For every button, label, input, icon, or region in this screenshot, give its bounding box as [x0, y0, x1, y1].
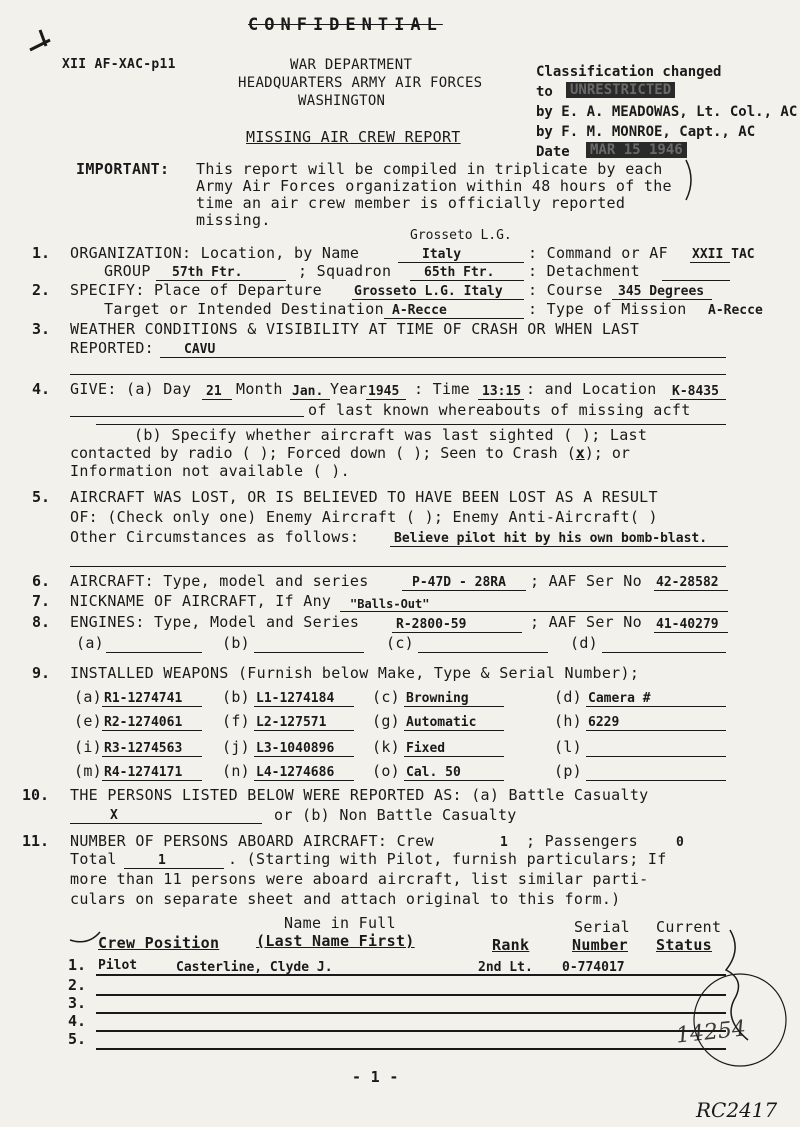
crew-row-number: 3. [68, 994, 87, 1012]
weapon-value: L1-1274184 [256, 691, 335, 706]
section-8-number: 8. [32, 613, 51, 631]
crew-name: Casterline, Clyde J. [176, 960, 333, 975]
nickname-value: "Balls-Out" [350, 597, 430, 611]
section-9-number: 9. [32, 664, 51, 682]
location-value: Italy [422, 247, 462, 262]
crew-position: Pilot [98, 958, 138, 973]
organization-label: ORGANIZATION: Location, by Name [70, 244, 360, 262]
weapon-key: (e) [74, 712, 102, 730]
margin-note: 14254 [674, 1016, 748, 1049]
engine-d-label: (d) [570, 634, 598, 652]
command-value: XXII TAC [692, 247, 755, 262]
give-label: GIVE: (a) Day [70, 380, 192, 398]
total-count: 1 [158, 853, 166, 868]
weather-label: WEATHER CONDITIONS & VISIBILITY AT TIME OF CRASH OR WHEN LAST [70, 320, 640, 338]
detachment-label: : Detachment [528, 262, 640, 280]
weapon-value: L2-127571 [256, 715, 327, 730]
weapon-key: (p) [554, 762, 582, 780]
weapon-key: (h) [554, 712, 582, 730]
col-status-top: Current [656, 918, 722, 936]
time-value: 13:15 [482, 384, 522, 399]
course-label: : Course [528, 281, 603, 299]
crew-serial: 0-774017 [562, 960, 625, 975]
crew-row-number: 2. [68, 976, 87, 994]
weapon-key: (j) [222, 738, 250, 756]
target-value: A-Recce [392, 303, 447, 318]
col-status-bottom: Status [656, 936, 712, 954]
lost-line-1: AIRCRAFT WAS LOST, OR IS BELIEVED TO HAVE BEEN LOST AS A RESULT [70, 488, 658, 506]
squadron-value: 65th Ftr. [424, 265, 495, 280]
section-11-number: 11. [22, 832, 50, 850]
col-name-bottom: (Last Name First) [256, 932, 415, 950]
persons-listed-line: THE PERSONS LISTED BELOW WERE REPORTED AS: (a) Battle Casualty [70, 786, 649, 804]
total-label: Total [70, 850, 117, 868]
particulars-line: . (Starting with Pilot, furnish particulars; If [228, 850, 667, 868]
col-serial-top: Serial [574, 918, 630, 936]
section-7-number: 7. [32, 592, 51, 610]
important-label: IMPORTANT: [76, 160, 170, 178]
confidential-banner: CONFIDENTIAL [248, 15, 443, 35]
weapon-key: (a) [74, 688, 102, 706]
engines-ser-value: 41-40279 [656, 617, 719, 632]
signature-scribble [726, 930, 748, 1040]
weapon-value: L3-1040896 [256, 741, 335, 756]
weapon-value: 6229 [588, 715, 620, 730]
important-line-4: missing. [196, 211, 271, 229]
weapon-key: (o) [372, 762, 400, 780]
other-circumstances-value: Believe pilot hit by his own bomb-blast. [394, 531, 708, 546]
engines-ser-label: ; AAF Ser No [530, 613, 642, 631]
weapon-value: Fixed [406, 741, 446, 756]
washington: WASHINGTON [298, 93, 386, 109]
col-name-top: Name in Full [284, 914, 396, 932]
contacted-text-b: ); or [584, 444, 630, 462]
mission-value: A-Recce [708, 303, 763, 318]
departure-value: Grosseto L.G. Italy [354, 284, 503, 299]
section-6-number: 6. [32, 572, 51, 590]
not-available-line: Information not available ( ). [70, 462, 350, 480]
section-5-number: 5. [32, 488, 51, 506]
weapon-key: (g) [372, 712, 400, 730]
classification-value: UNRESTRICTED [566, 82, 675, 98]
year-value: 1945 [368, 384, 400, 399]
classification-date: MAR 15 1946 [586, 142, 687, 158]
battle-casualty-mark: X [110, 808, 118, 823]
sighted-line: (b) Specify whether aircraft was last sighted ( ); Last [134, 426, 648, 444]
handwritten-ref: RC2417 [696, 1098, 778, 1122]
contacted-text-a: contacted by radio ( ); Forced down ( ); Seen to Crash ( [70, 444, 576, 462]
report-title: MISSING AIR CREW REPORT [246, 128, 461, 146]
section-2-number: 2. [32, 281, 51, 299]
weapon-key: (n) [222, 762, 250, 780]
departure-label: SPECIFY: Place of Departure [70, 281, 322, 299]
course-value: 345 Degrees [618, 284, 705, 299]
location-label: : and Location [526, 380, 657, 398]
location-top: Grosseto L.G. [410, 228, 512, 243]
engines-label: ENGINES: Type, Model and Series [70, 613, 360, 631]
seen-to-crash-mark: x [575, 444, 585, 462]
command-label: : Command or AF [528, 244, 668, 262]
location-coords: K-8435 [672, 384, 719, 399]
aircraft-ser-label: ; AAF Ser No [530, 572, 642, 590]
weapon-key: (m) [74, 762, 102, 780]
month-value: Jan. [292, 384, 324, 399]
day-value: 21 [206, 384, 222, 399]
year-label: Year [330, 380, 368, 398]
hole-punch-mark [30, 30, 50, 50]
weapon-value: Camera # [588, 691, 651, 706]
crew-row-number: 5. [68, 1030, 87, 1048]
margin-check-mark [70, 932, 100, 942]
nickname-label: NICKNAME OF AIRCRAFT, If Any [70, 592, 332, 610]
weapon-value: Automatic [406, 715, 477, 730]
particulars-line-2: more than 11 persons were aboard aircraft, list similar parti- [70, 870, 649, 888]
time-label: : Time [414, 380, 470, 398]
mission-label: : Type of Mission [528, 300, 687, 318]
section-1-number: 1. [32, 244, 51, 262]
whereabouts-label: of last known whereabouts of missing acft [308, 401, 691, 419]
weapon-value: Cal. 50 [406, 765, 461, 780]
classification-by-2: by F. M. MONROE, Capt., AC [536, 124, 756, 140]
engine-a-label: (a) [76, 634, 104, 652]
margin-circle [694, 974, 786, 1066]
crew-rank: 2nd Lt. [478, 960, 533, 975]
passengers-count: 0 [676, 835, 684, 850]
classification-line1: Classification changed [536, 64, 722, 80]
squadron-label: ; Squadron [298, 262, 392, 280]
aircraft-type-value: P-47D - 28RA [412, 575, 506, 590]
group-label: GROUP [104, 262, 151, 280]
reported-label: REPORTED: [70, 339, 154, 357]
engines-value: R-2800-59 [396, 617, 467, 632]
weather-value: CAVU [184, 342, 216, 357]
weapon-value: R2-1274061 [104, 715, 183, 730]
classification-date-label: Date [536, 144, 570, 160]
col-serial-bottom: Number [572, 936, 628, 954]
weapon-key: (k) [372, 738, 400, 756]
non-battle-line: or (b) Non Battle Casualty [274, 806, 517, 824]
weapons-label: INSTALLED WEAPONS (Furnish below Make, Type & Serial Number); [70, 664, 640, 682]
crew-row-number: 4. [68, 1012, 87, 1030]
section-10-number: 10. [22, 786, 50, 804]
weapon-key: (b) [222, 688, 250, 706]
file-reference: XII AF-XAC-p11 [62, 57, 176, 72]
weapon-value: R1-1274741 [104, 691, 183, 706]
particulars-line-3: culars on separate sheet and attach original to this form.) [70, 890, 621, 908]
hq-army-air-forces: HEADQUARTERS ARMY AIR FORCES [238, 75, 483, 91]
weapon-value: R3-1274563 [104, 741, 183, 756]
important-line-3: time an air crew member is officially reported [196, 194, 626, 212]
important-line-2: Army Air Forces organization within 48 hours of the [196, 177, 672, 195]
page-number: - 1 - [352, 1068, 399, 1086]
weapon-value: Browning [406, 691, 469, 706]
group-value: 57th Ftr. [172, 265, 243, 280]
weapon-key: (c) [372, 688, 400, 706]
crew-row-number: 1. [68, 956, 87, 974]
classification-prefix-to: to [536, 84, 553, 100]
classification-by-1: by E. A. MEADOWAS, Lt. Col., AC [536, 104, 798, 120]
persons-aboard-label: NUMBER OF PERSONS ABOARD AIRCRAFT: Crew [70, 832, 434, 850]
target-label: Target or Intended Destination [104, 300, 384, 318]
other-circumstances-label: Other Circumstances as follows: [70, 528, 360, 546]
aircraft-type-label: AIRCRAFT: Type, model and series [70, 572, 369, 590]
col-rank: Rank [492, 936, 530, 954]
passengers-label: ; Passengers [526, 832, 638, 850]
section-4-number: 4. [32, 380, 51, 398]
month-label: Month [236, 380, 283, 398]
section-3-number: 3. [32, 320, 51, 338]
engine-b-label: (b) [222, 634, 250, 652]
weapon-key: (i) [74, 738, 102, 756]
aircraft-ser-value: 42-28582 [656, 575, 719, 590]
important-line-1: This report will be compiled in triplicate by each [196, 160, 663, 178]
stamp-bracket [686, 160, 691, 200]
weapon-key: (l) [554, 738, 582, 756]
weapon-key: (f) [222, 712, 250, 730]
col-position: Crew Position [98, 934, 220, 952]
weapon-key: (d) [554, 688, 582, 706]
weapon-value: R4-1274171 [104, 765, 183, 780]
crew-count: 1 [500, 835, 508, 850]
lost-line-2: OF: (Check only one) Enemy Aircraft ( ); Enemy Anti-Aircraft( ) [70, 508, 658, 526]
engine-c-label: (c) [386, 634, 414, 652]
weapon-value: L4-1274686 [256, 765, 335, 780]
war-department: WAR DEPARTMENT [290, 57, 413, 73]
